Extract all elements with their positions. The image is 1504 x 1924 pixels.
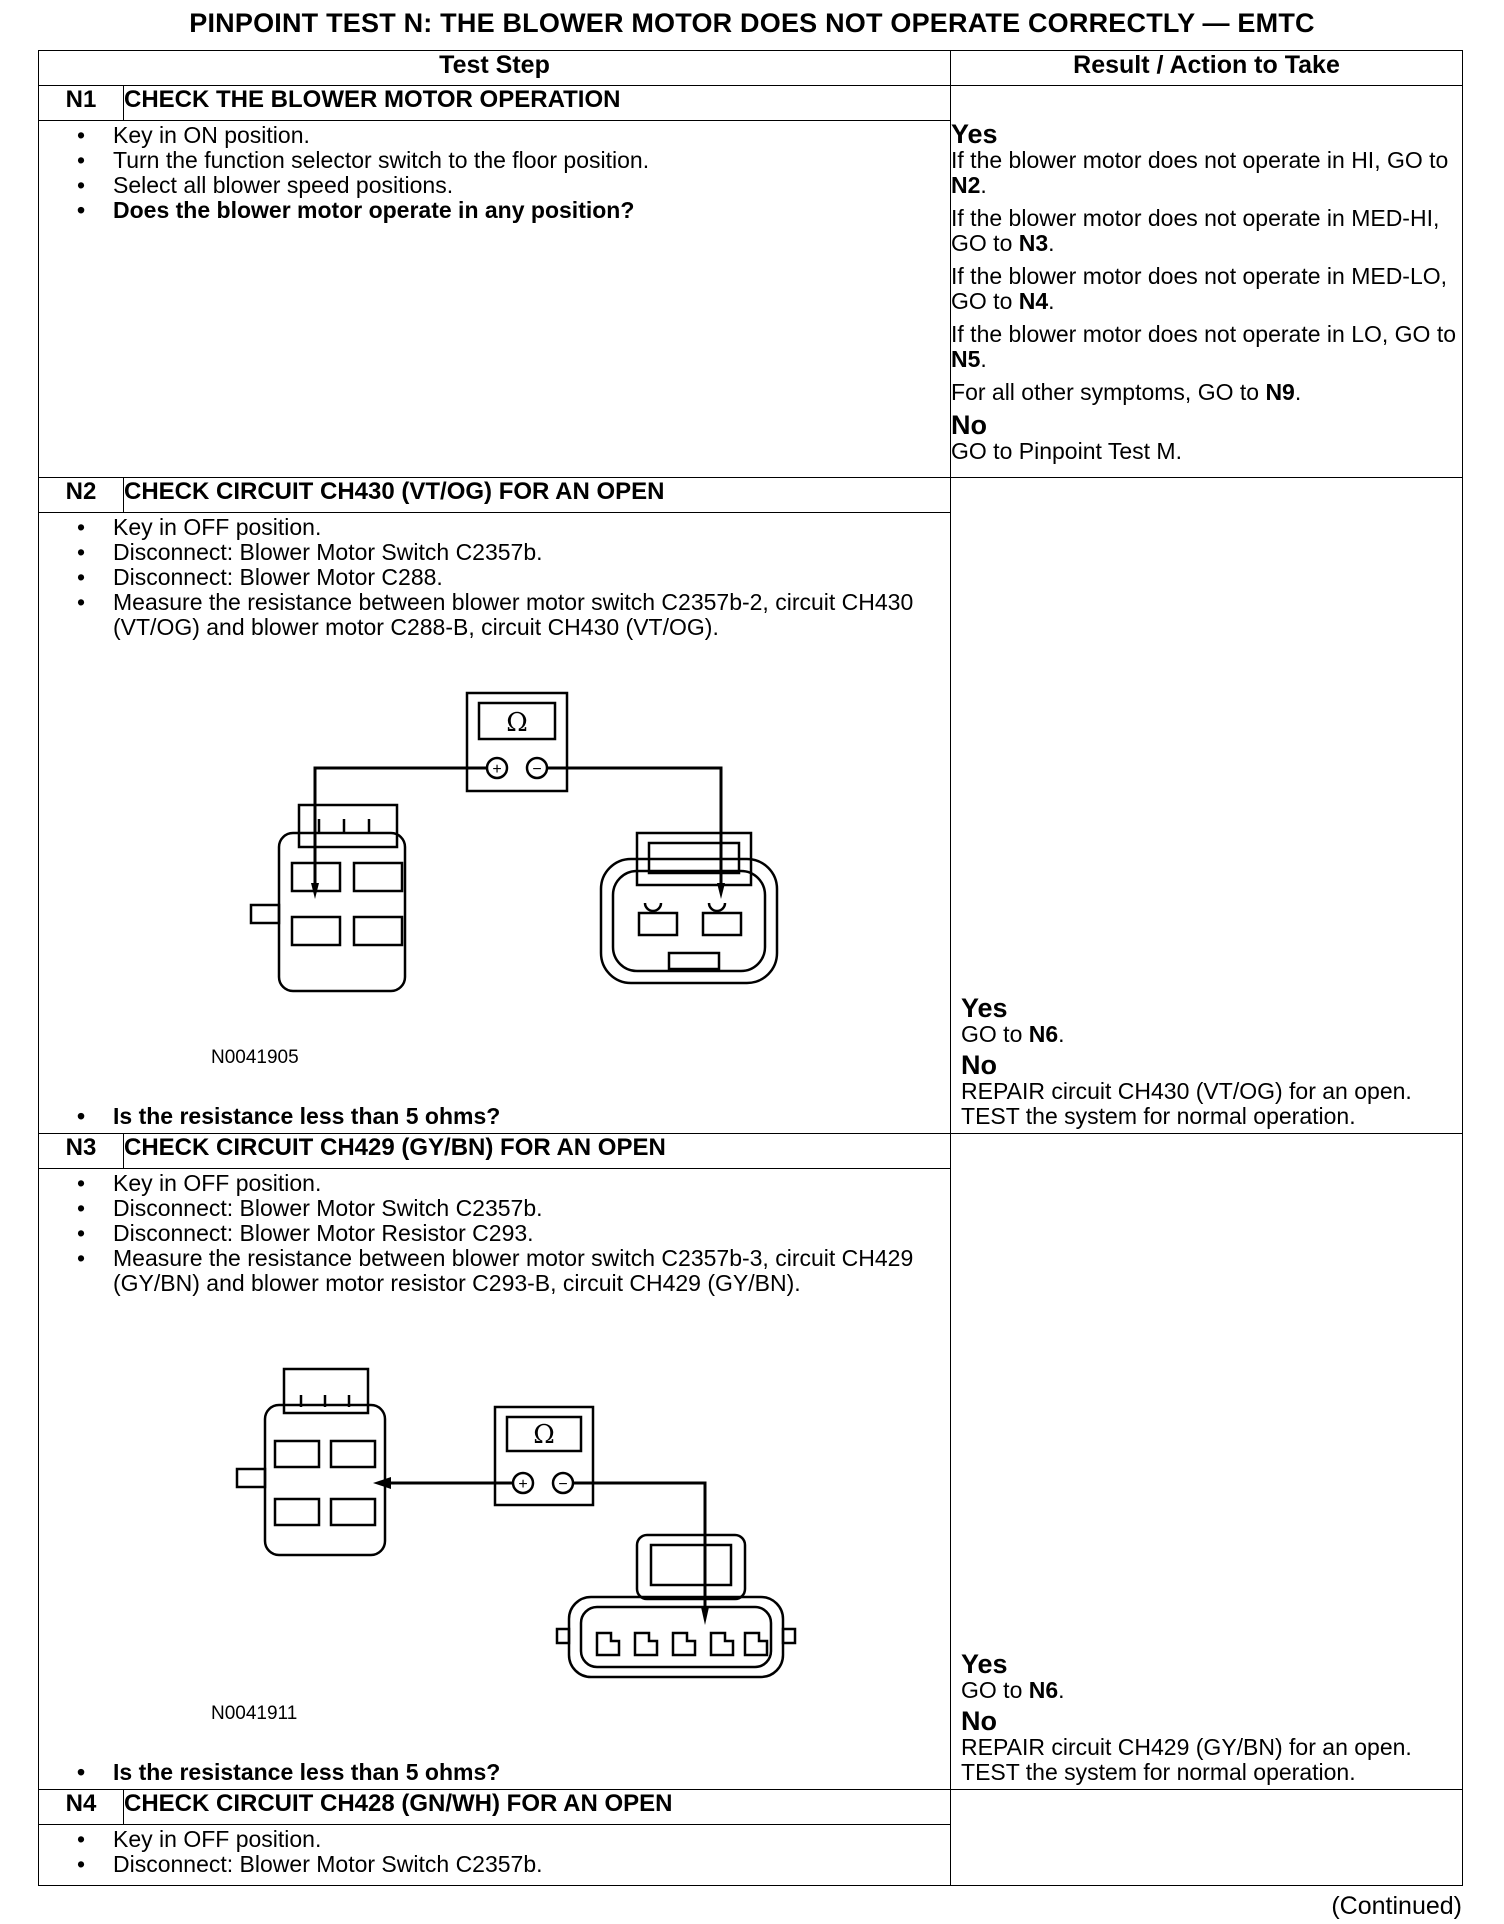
result-n1: Yes If the blower motor does not operate in HI, GO to N2. If the blower motor does not operate in MED-HI, GO to N3. If the blower motor does not operate in MED-LO, GO to N4. If the blower motor does not operate in LO, GO to N5. For all other symptoms, GO to N9. No GO to Pinpoint Test M. [951, 86, 1463, 478]
pinpoint-table [38, 50, 1463, 1886]
no-label: No [951, 410, 988, 440]
test-step-header: Test Step [39, 51, 951, 86]
yes-label: Yes [961, 993, 1008, 1023]
wiring-diagram-n3 [189, 1359, 809, 1709]
result-header: Result / Action to Take [951, 51, 1463, 86]
step-ref-n2: N2 [951, 172, 981, 198]
wiring-diagram-n2 [189, 683, 809, 1043]
step-title-n2: CHECK CIRCUIT CH430 (VT/OG) FOR AN OPEN [124, 478, 951, 513]
yes-label: Yes [951, 119, 998, 149]
figure-id: N0041905 [211, 1047, 299, 1068]
svg-text:−: − [558, 1476, 568, 1493]
step-item: • Disconnect: Blower Motor Resistor C293. [113, 1221, 950, 1246]
svg-text:+: + [518, 1476, 528, 1493]
result-n3: Yes GO to N6. No REPAIR circuit CH429 (GY/BN) for an open. TEST the system for normal operation. [951, 1134, 1463, 1790]
result-text: GO to [961, 1021, 1029, 1047]
figure-id: N0041911 [211, 1703, 298, 1724]
page-title: PINPOINT TEST N: THE BLOWER MOTOR DOES NOT OPERATE CORRECTLY — EMTC [189, 8, 1315, 38]
step-item: • Key in OFF position. [113, 515, 950, 540]
step-title-n1: CHECK THE BLOWER MOTOR OPERATION [124, 86, 951, 121]
result-text: For all other symptoms, GO to [951, 379, 1266, 405]
step-item: • Key in OFF position. [113, 1827, 950, 1852]
ohm-symbol: Ω [533, 1420, 555, 1450]
step-item: • Select all blower speed positions. [113, 173, 950, 198]
result-text: If the blower motor does not operate in MED-LO, GO to [951, 263, 1448, 314]
result-n4 [951, 1790, 1463, 1886]
step-item: • Turn the function selector switch to the floor position. [113, 148, 950, 173]
step-ref-n9: N9 [1265, 379, 1295, 405]
yes-label: Yes [961, 1649, 1008, 1679]
result-text: If the blower motor does not operate in LO, GO to [951, 321, 1457, 347]
no-label: No [961, 1706, 998, 1736]
step-body-n1 [39, 121, 951, 478]
step-id-n3: N3 [39, 1134, 124, 1169]
step-id-n2: N2 [39, 478, 124, 513]
step-item: • Key in ON position. [113, 123, 950, 148]
step-body-n4 [39, 1825, 951, 1886]
step-item: • Measure the resistance between blower motor switch C2357b-2, circuit CH430 (VT/OG) and blower motor C288-B, circuit CH430 (VT/OG). [113, 590, 950, 640]
step-ref-n4: N4 [1018, 288, 1049, 314]
step-question: • Does the blower motor operate in any position? [113, 198, 950, 223]
step-id-n4: N4 [39, 1790, 124, 1825]
step-item: • Disconnect: Blower Motor Switch C2357b. [113, 1852, 950, 1877]
continued-label: (Continued) [1331, 1892, 1462, 1920]
result-text: If the blower motor does not operate in MED-HI, GO to [951, 205, 1440, 256]
result-text: GO to [961, 1677, 1029, 1703]
step-ref-n6: N6 [1028, 1021, 1059, 1047]
result-text: If the blower motor does not operate in HI, GO to [951, 147, 1449, 173]
no-action: GO to Pinpoint Test M. [951, 438, 1182, 464]
svg-text:−: − [532, 761, 542, 778]
step-id-n1: N1 [39, 86, 124, 121]
step-body-n2 [39, 513, 951, 1134]
step-item: • Disconnect: Blower Motor Switch C2357b. [113, 540, 950, 565]
svg-text:+: + [492, 761, 502, 778]
step-title-n3: CHECK CIRCUIT CH429 (GY/BN) FOR AN OPEN [124, 1134, 951, 1169]
no-label: No [961, 1050, 998, 1080]
step-ref-n3: N3 [1018, 230, 1049, 256]
ohm-symbol: Ω [506, 708, 528, 738]
no-action: REPAIR circuit CH430 (VT/OG) for an open. TEST the system for normal operation. [961, 1078, 1412, 1129]
result-n2: Yes GO to N6. No REPAIR circuit CH430 (VT/OG) for an open. TEST the system for normal operation. [951, 478, 1463, 1134]
step-question: • Is the resistance less than 5 ohms? [39, 1103, 500, 1130]
no-action: REPAIR circuit CH429 (GY/BN) for an open. TEST the system for normal operation. [961, 1734, 1412, 1785]
step-ref-n6: N6 [1028, 1677, 1059, 1703]
step-item: • Disconnect: Blower Motor Switch C2357b. [113, 1196, 950, 1221]
step-item: • Measure the resistance between blower motor switch C2357b-3, circuit CH429 (GY/BN) and blower motor resistor C293-B, circuit CH429 (GY/BN). [113, 1246, 950, 1296]
step-body-n3 [39, 1169, 951, 1790]
step-ref-n5: N5 [951, 346, 981, 372]
step-question: • Is the resistance less than 5 ohms? [39, 1759, 500, 1786]
step-item: • Key in OFF position. [113, 1171, 950, 1196]
step-title-n4: CHECK CIRCUIT CH428 (GN/WH) FOR AN OPEN [124, 1790, 951, 1825]
step-item: • Disconnect: Blower Motor C288. [113, 565, 950, 590]
